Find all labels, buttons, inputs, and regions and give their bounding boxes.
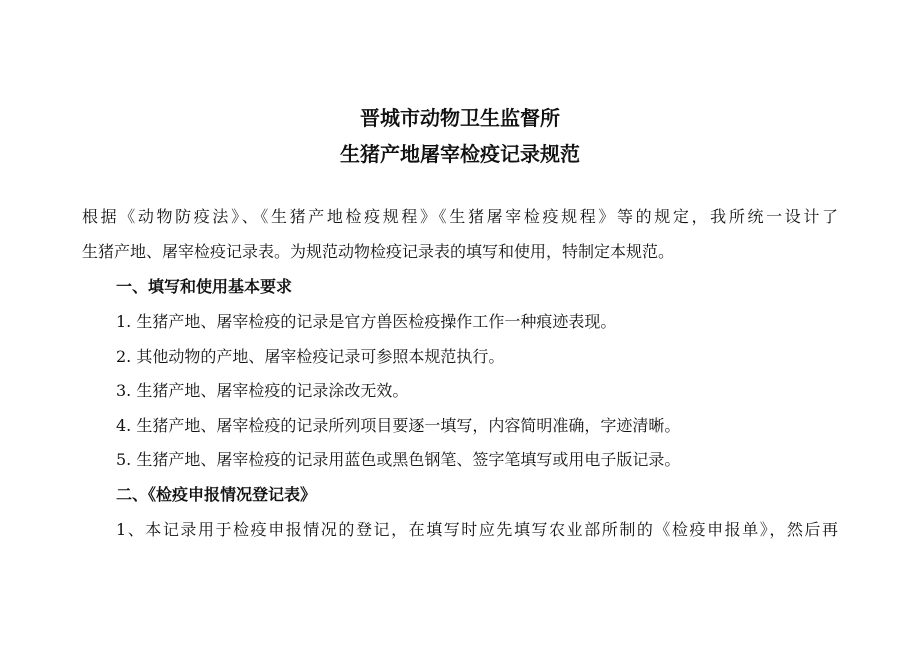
document-subtitle: 生猪产地屠宰检疫记录规范 xyxy=(340,142,580,166)
intro-paragraph-line-2: 生猪产地、屠宰检疫记录表。为规范动物检疫记录表的填写和使用，特制定本规范。 xyxy=(82,242,675,261)
section-1-item-3: 3. 生猪产地、屠宰检疫的记录涂改无效。 xyxy=(116,381,409,400)
section-1-heading: 一、填写和使用基本要求 xyxy=(116,277,293,296)
section-2-heading: 二、《检疫申报情况登记表》 xyxy=(116,485,317,504)
document-title: 晋城市动物卫生监督所 xyxy=(360,106,560,130)
intro-paragraph-line-1: 根据《动物防疫法》、《生猪产地检疫规程》《生猪屠宰检疫规程》等的规定，我所统一设计了 xyxy=(82,207,838,226)
section-1-item-2: 2. 其他动物的产地、屠宰检疫记录可参照本规范执行。 xyxy=(116,347,505,366)
section-1-item-5: 5. 生猪产地、屠宰检疫的记录用蓝色或黑色钢笔、签字笔填写或用电子版记录。 xyxy=(116,450,681,469)
section-2-paragraph-line-1: 1、本记录用于检疫申报情况的登记，在填写时应先填写农业部所制的《检疫申报单》，然后再 xyxy=(116,520,838,539)
section-1-item-1: 1. 生猪产地、屠宰检疫的记录是官方兽医检疫操作工作一种痕迹表现。 xyxy=(116,312,617,331)
section-1-item-4: 4. 生猪产地、屠宰检疫的记录所列项目要逐一填写，内容简明准确，字迹清晰。 xyxy=(116,416,681,435)
